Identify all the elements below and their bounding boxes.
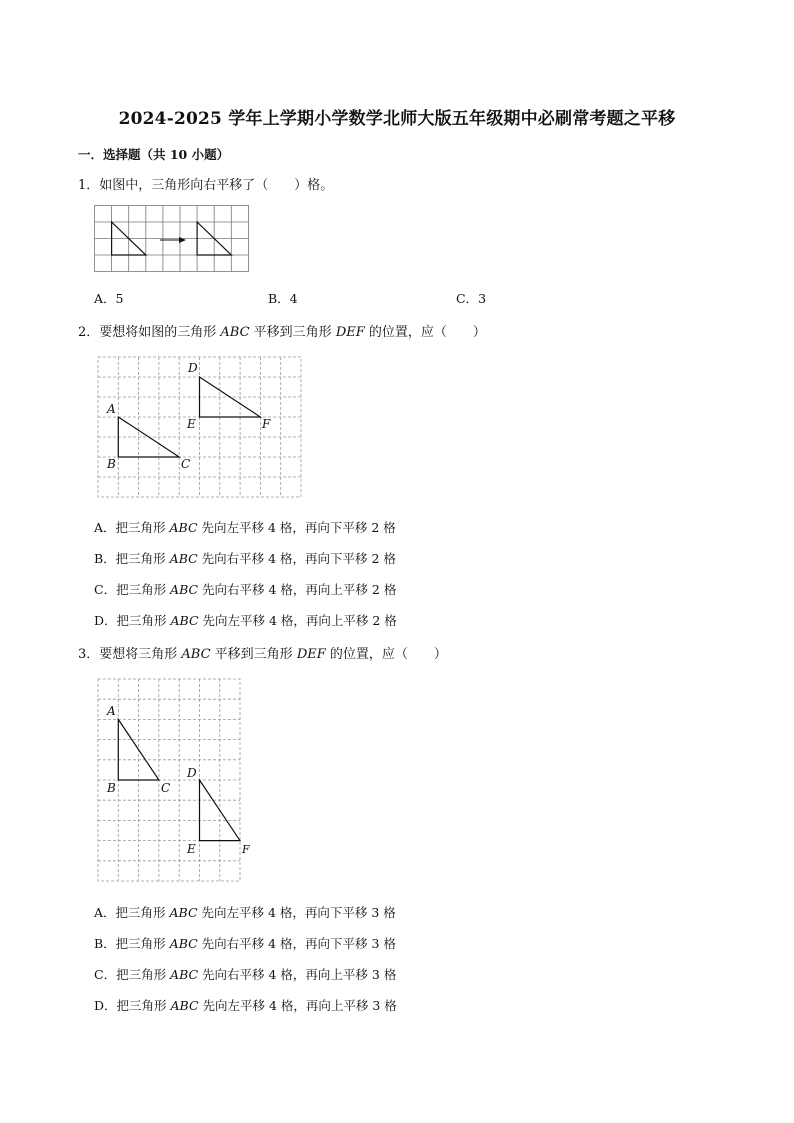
question-1-stem: 1．如图中，三角形向右平移了（ ）格。: [78, 178, 334, 193]
stem-text: 的位置，应（ ）: [364, 325, 486, 340]
option-text: C．把三角形: [94, 582, 171, 597]
option-text: 先向右平移 4 格，再向下平移 2 格: [197, 551, 396, 566]
stem-text: 平移到三角形: [210, 647, 297, 662]
question-3-figure: [96, 677, 250, 885]
triangle-label: ABC: [170, 582, 199, 597]
triangle-abc-label: ABC: [181, 647, 211, 662]
point-e-label: E: [187, 842, 196, 856]
option-text: 先向左平移 4 格，再向上平移 2 格: [198, 613, 397, 628]
triangle-label: ABC: [169, 936, 198, 951]
option-text: 先向左平移 4 格，再向上平移 3 格: [198, 998, 397, 1013]
option-text: D．把三角形: [94, 998, 171, 1013]
section-heading: 一．选择题（共 10 小题）: [78, 147, 230, 162]
option-text: 先向右平移 4 格，再向上平移 3 格: [198, 967, 397, 982]
question-2-option-a[interactable]: [94, 518, 396, 536]
option-text: 先向右平移 4 格，再向上平移 2 格: [198, 582, 397, 597]
point-f-label: F: [242, 843, 250, 856]
point-a-label: A: [107, 402, 116, 416]
question-2-stem: [78, 321, 486, 340]
question-3-option-d[interactable]: [94, 996, 397, 1014]
option-text: B．把三角形: [94, 936, 170, 951]
question-3-option-b[interactable]: [94, 934, 396, 952]
point-b-label: B: [107, 457, 116, 471]
triangle-label: ABC: [170, 967, 199, 982]
question-2-option-d[interactable]: [94, 611, 397, 629]
question-3-option-c[interactable]: [94, 965, 396, 983]
question-2-option-c[interactable]: [94, 580, 396, 598]
option-text: A．把三角形: [94, 905, 170, 920]
stem-text: 3．要想将三角形: [78, 647, 182, 662]
stem-text: 的位置，应（ ）: [325, 647, 447, 662]
option-text: A．把三角形: [94, 520, 170, 535]
point-f-label: F: [262, 417, 271, 431]
option-text: 先向左平移 4 格，再向下平移 2 格: [197, 520, 396, 535]
point-e-label: E: [187, 417, 196, 431]
option-text: C．把三角形: [94, 967, 171, 982]
question-3-stem: [78, 643, 447, 662]
triangle-label: ABC: [169, 520, 198, 535]
triangle-label: ABC: [169, 905, 198, 920]
question-1-figure: [94, 205, 252, 275]
triangle-def-label: DEF: [335, 325, 365, 340]
triangle-label: ABC: [170, 613, 199, 628]
point-d-label: D: [187, 766, 197, 780]
point-b-label: B: [107, 781, 116, 795]
point-a-label: A: [107, 704, 116, 718]
solid-grid: [95, 206, 249, 272]
question-1-option-a[interactable]: A．5: [94, 291, 124, 306]
triangle-label: ABC: [169, 551, 198, 566]
triangle-def-label: DEF: [296, 647, 326, 662]
stem-text: 平移到三角形: [249, 325, 336, 340]
question-2-figure: [96, 355, 304, 501]
point-c-label: C: [161, 781, 171, 795]
question-3-option-a[interactable]: [94, 903, 396, 921]
option-text: 先向左平移 4 格，再向下平移 3 格: [197, 905, 396, 920]
triangle-abc-label: ABC: [220, 325, 250, 340]
question-1-option-b[interactable]: B．4: [268, 291, 298, 306]
point-c-label: C: [181, 457, 191, 471]
question-2-option-b[interactable]: [94, 549, 396, 567]
option-text: B．把三角形: [94, 551, 170, 566]
page-title: 2024-2025 学年上学期小学数学北师大版五年级期中必刷常考题之平移: [118, 109, 676, 129]
option-text: 先向右平移 4 格，再向下平移 3 格: [197, 936, 396, 951]
stem-text: 2．要想将如图的三角形: [78, 325, 221, 340]
question-1-option-c[interactable]: C．3: [456, 291, 487, 306]
option-text: D．把三角形: [94, 613, 171, 628]
point-d-label: D: [188, 361, 198, 375]
right-arrow-icon: [160, 237, 186, 243]
triangle-label: ABC: [170, 998, 199, 1013]
